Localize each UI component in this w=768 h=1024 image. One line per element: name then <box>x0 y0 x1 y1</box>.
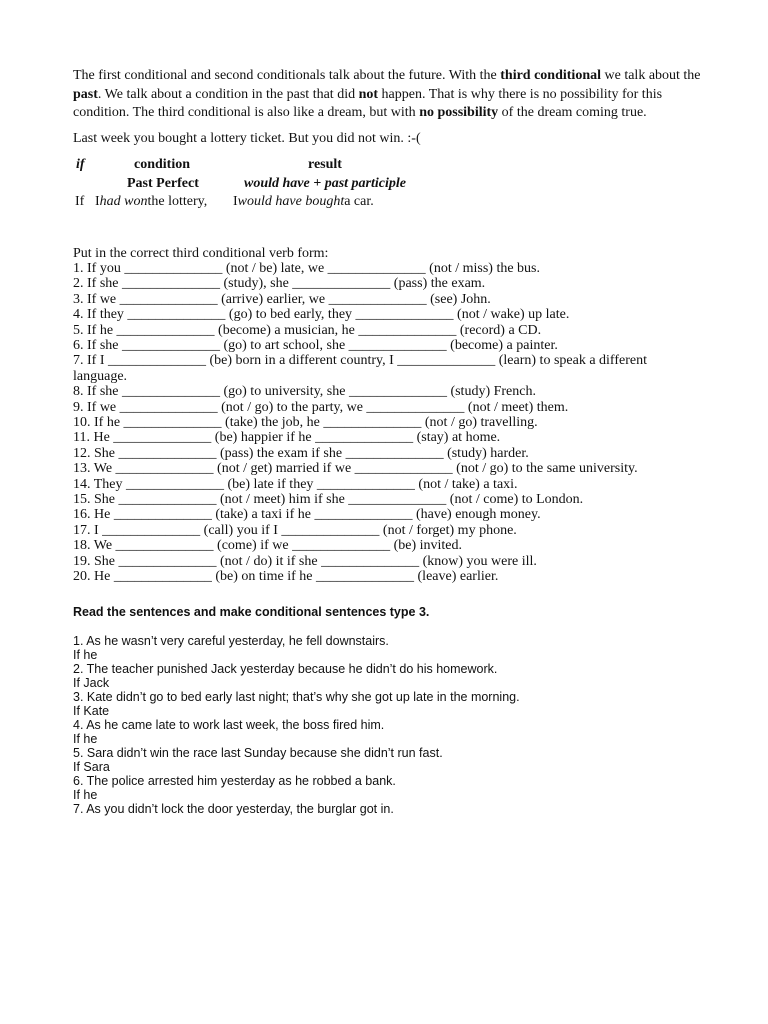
form-past-perfect: Past Perfect <box>127 175 199 191</box>
worksheet-page <box>73 67 701 816</box>
example-if: If <box>75 194 85 209</box>
intro-text: The first conditional and second conditionals talk about the future. With the <box>73 68 501 83</box>
exercise2-sentence: 5. Sara didn’t win the race last Sunday because she didn’t run fast. <box>73 746 443 761</box>
exercise2-answer-prompt: If he <box>73 732 98 747</box>
exercise1-item: 14. They ______________ (be) late if they ______________ (not / take) a taxi. <box>73 476 518 492</box>
exercise2-answer-prompt: If Kate <box>73 704 110 719</box>
exercise1-item: 3. If we ______________ (arrive) earlier, we ______________ (see) John. <box>73 291 491 307</box>
exercise2-title: Read the sentences and make conditional sentences type 3. <box>73 605 430 620</box>
rule-form-row <box>73 175 701 194</box>
exercise2-sentence: 6. The police arrested him yesterday as he robbed a bank. <box>73 774 396 789</box>
intro-bold-not: not <box>358 86 379 102</box>
exercise1-item: 19. She ______________ (not / do) it if she ______________ (know) you were ill. <box>73 553 537 569</box>
exercise1-item: 4. If they ______________ (go) to bed early, they ______________ (not / wake) up late. <box>73 307 570 323</box>
exercise2-list <box>73 634 701 816</box>
header-result: result <box>308 157 342 172</box>
exercise1-item: 10. If he ______________ (take) the job, he ______________ (not / go) travelling. <box>73 414 538 430</box>
exercise2-sentence: 7. As you didn’t lock the door yesterday, the burglar got in. <box>73 802 394 817</box>
example-result-pre: I <box>233 194 238 209</box>
exercise1-item: 9. If we ______________ (not / go) to the party, we ______________ (not / meet) them. <box>73 399 569 415</box>
exercise2-answer-prompt: If Jack <box>73 676 110 691</box>
rule-example-row <box>73 193 701 212</box>
grammar-rule-table <box>73 156 701 212</box>
exercise1-list <box>73 261 701 585</box>
example-result-verb: would have bought <box>237 194 345 209</box>
header-if: if <box>76 157 85 172</box>
example-condition <box>95 193 233 212</box>
exercise2-answer-prompt: If Sara <box>73 760 110 775</box>
exercise1-item: 20. He ______________ (be) on time if he ______________ (leave) earlier. <box>73 569 499 585</box>
exercise1-item: 18. We ______________ (come) if we ______________ (be) invited. <box>73 538 462 554</box>
exercise1-instruction: Put in the correct third conditional verb form: <box>73 245 329 261</box>
exercise1-item: 6. If she ______________ (go) to art school, she ______________ (become) a painter. <box>73 337 558 353</box>
rule-header-row <box>73 156 701 175</box>
exercise2-sentence: 1. As he wasn’t very careful yesterday, he fell downstairs. <box>73 634 389 649</box>
intro-text: we talk about the <box>601 68 701 83</box>
example-result <box>233 193 374 212</box>
intro-text: of the dream coming true. <box>498 105 647 120</box>
example-condition-verb: had won <box>99 194 148 209</box>
intro-bold-no-possibility: no possibility <box>419 105 499 120</box>
intro-bold-past: past <box>73 86 98 102</box>
form-if-blank <box>73 175 127 194</box>
intro-text: . We talk about a condition in the past that did <box>97 86 359 102</box>
exercise2-sentence: 3. Kate didn’t go to bed early last night; that’s why she got up late in the morning. <box>73 690 520 705</box>
intro-text: happen. That is why there is no possibility for this condition. The third conditional is also like a dream, but with <box>73 86 663 120</box>
exercise2-answer-prompt: If he <box>73 648 98 663</box>
intro-bold-third-conditional: third conditional <box>500 68 601 83</box>
exercise1-item: 17. I ______________ (call) you if I ______________ (not / forget) my phone. <box>73 522 517 538</box>
exercise2-sentence: 4. As he came late to work last week, the boss fired him. <box>73 718 385 733</box>
lottery-story: Last week you bought a lottery ticket. But you did not win. :-( <box>73 130 421 146</box>
header-condition: condition <box>134 157 191 172</box>
exercise2-sentence: 2. The teacher punished Jack yesterday because he didn’t do his homework. <box>73 662 498 677</box>
exercise1-item: 5. If he ______________ (become) a musician, he ______________ (record) a CD. <box>73 322 542 338</box>
exercise1-item: 13. We ______________ (not / get) married if we ______________ (not / go) to the same university. <box>73 461 638 477</box>
intro-paragraph <box>73 67 701 123</box>
exercise1-item: 1. If you ______________ (not / be) late, we ______________ (not / miss) the bus. <box>73 260 541 276</box>
exercise2-answer-prompt: If he <box>73 788 98 803</box>
example-condition-pre: I <box>95 194 100 209</box>
exercise1-item: 8. If she ______________ (go) to university, she ______________ (study) French. <box>73 384 536 400</box>
example-result-post: a car. <box>344 194 374 209</box>
exercise1-item: 16. He ______________ (take) a taxi if he ______________ (have) enough money. <box>73 507 541 523</box>
exercise1-item: 11. He ______________ (be) happier if he ______________ (stay) at home. <box>73 430 501 446</box>
example-condition-post: the lottery, <box>147 194 208 209</box>
form-would-have: would have + past participle <box>244 175 406 191</box>
exercise1-item: 15. She ______________ (not / meet) him if she ______________ (not / come) to London. <box>73 492 584 507</box>
exercise1-item: 2. If she ______________ (study), she ______________ (pass) the exam. <box>73 276 486 292</box>
exercise1-item: 7. If I ______________ (be) born in a different country, I ______________ (learn) to speak a different language. <box>73 353 647 384</box>
exercise1-item: 12. She ______________ (pass) the exam if she ______________ (study) harder. <box>73 445 529 461</box>
